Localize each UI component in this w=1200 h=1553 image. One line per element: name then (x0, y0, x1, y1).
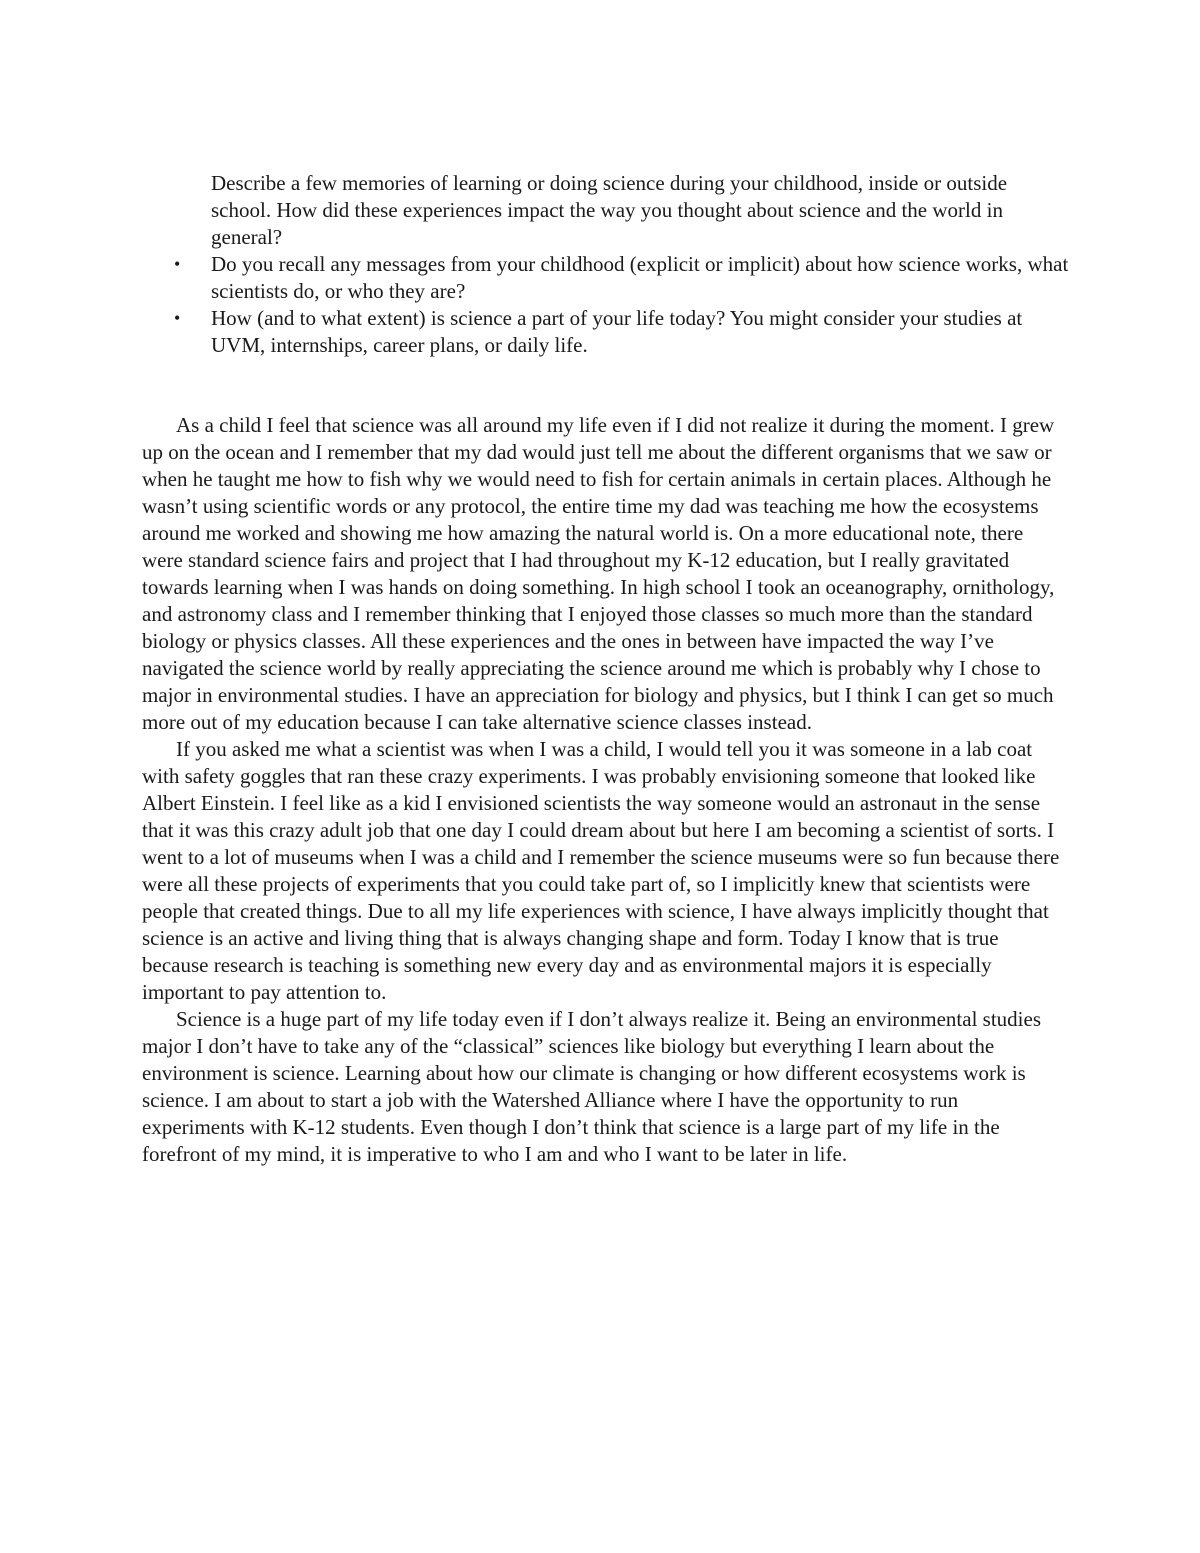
prompt-item (170, 251, 1070, 305)
bullet-icon: • (174, 308, 181, 328)
prompt-item (170, 170, 1070, 251)
essay-paragraph: Science is a huge part of my life today even if I don’t always realize it. Being an environmental studies major I don’t have to take any of the “classical” sciences like biology but everything I learn about the environment is science. Learning about how our climate is changing or how different ecosystems work is science. I am about to start a job with the Watershed Alliance where I have the opportunity to run experiments with K-12 students. Even though I don’t think that science is a large part of my life in the forefront of my mind, it is imperative to who I am and who I want to be later in life. (142, 1007, 1042, 1166)
prompt-text: Do you recall any messages from your childhood (explicit or implicit) about how science works, what scientists do, or who they are? (211, 252, 1069, 303)
prompt-item (170, 305, 1070, 359)
prompt-text: How (and to what extent) is science a part of your life today? You might consider your studies at UVM, internships, career plans, or daily life. (211, 306, 1023, 357)
prompt-text: Describe a few memories of learning or doing science during your childhood, inside or outside school. How did these experiences impact the way you thought about science and the world in general? (211, 171, 1008, 249)
bullet-icon: • (174, 254, 181, 274)
essay-paragraph: As a child I feel that science was all around my life even if I did not realize it during the moment. I grew up on the ocean and I remember that my dad would just tell me about the different organisms that we saw or when he taught me how to fish why we would need to fish for certain animals in certain places. Although he wasn’t using scientific words or any protocol, the entire time my dad was teaching me how the ecosystems around me worked and showing me how amazing the natural world is. On a more educational note, there were standard science fairs and project that I had throughout my K-12 education, but I really gravitated towards learning when I was hands on doing something. In high school I took an oceanography, ornithology, and astronomy class and I remember thinking that I enjoyed those classes so much more than the standard biology or physics classes. All these experiences and the ones in between have impacted the way I’ve navigated the science world by really appreciating the science around me which is probably why I chose to major in environmental studies. I have an appreciation for biology and physics, but I think I can get so much more out of my education because I can take alternative science classes instead. (142, 413, 1055, 734)
prompt-list (170, 170, 1070, 359)
essay-paragraph: If you asked me what a scientist was when I was a child, I would tell you it was someone in a lab coat with safety goggles that ran these crazy experiments. I was probably envisioning someone that looked like Albert Einstein. I feel like as a kid I envisioned scientists the way someone would an astronaut in the sense that it was this crazy adult job that one day I could dream about but here I am becoming a scientist of sorts. I went to a lot of museums when I was a child and I remember the science museums were so fun because there were all these projects of experiments that you could take part of, so I implicitly knew that scientists were people that created things. Due to all my life experiences with science, I have always implicitly thought that science is an active and living thing that is always changing shape and form. Today I know that is true because research is teaching is something new every day and as environmental majors it is especially important to pay attention to. (142, 737, 1060, 1004)
essay-body (142, 412, 1062, 1168)
